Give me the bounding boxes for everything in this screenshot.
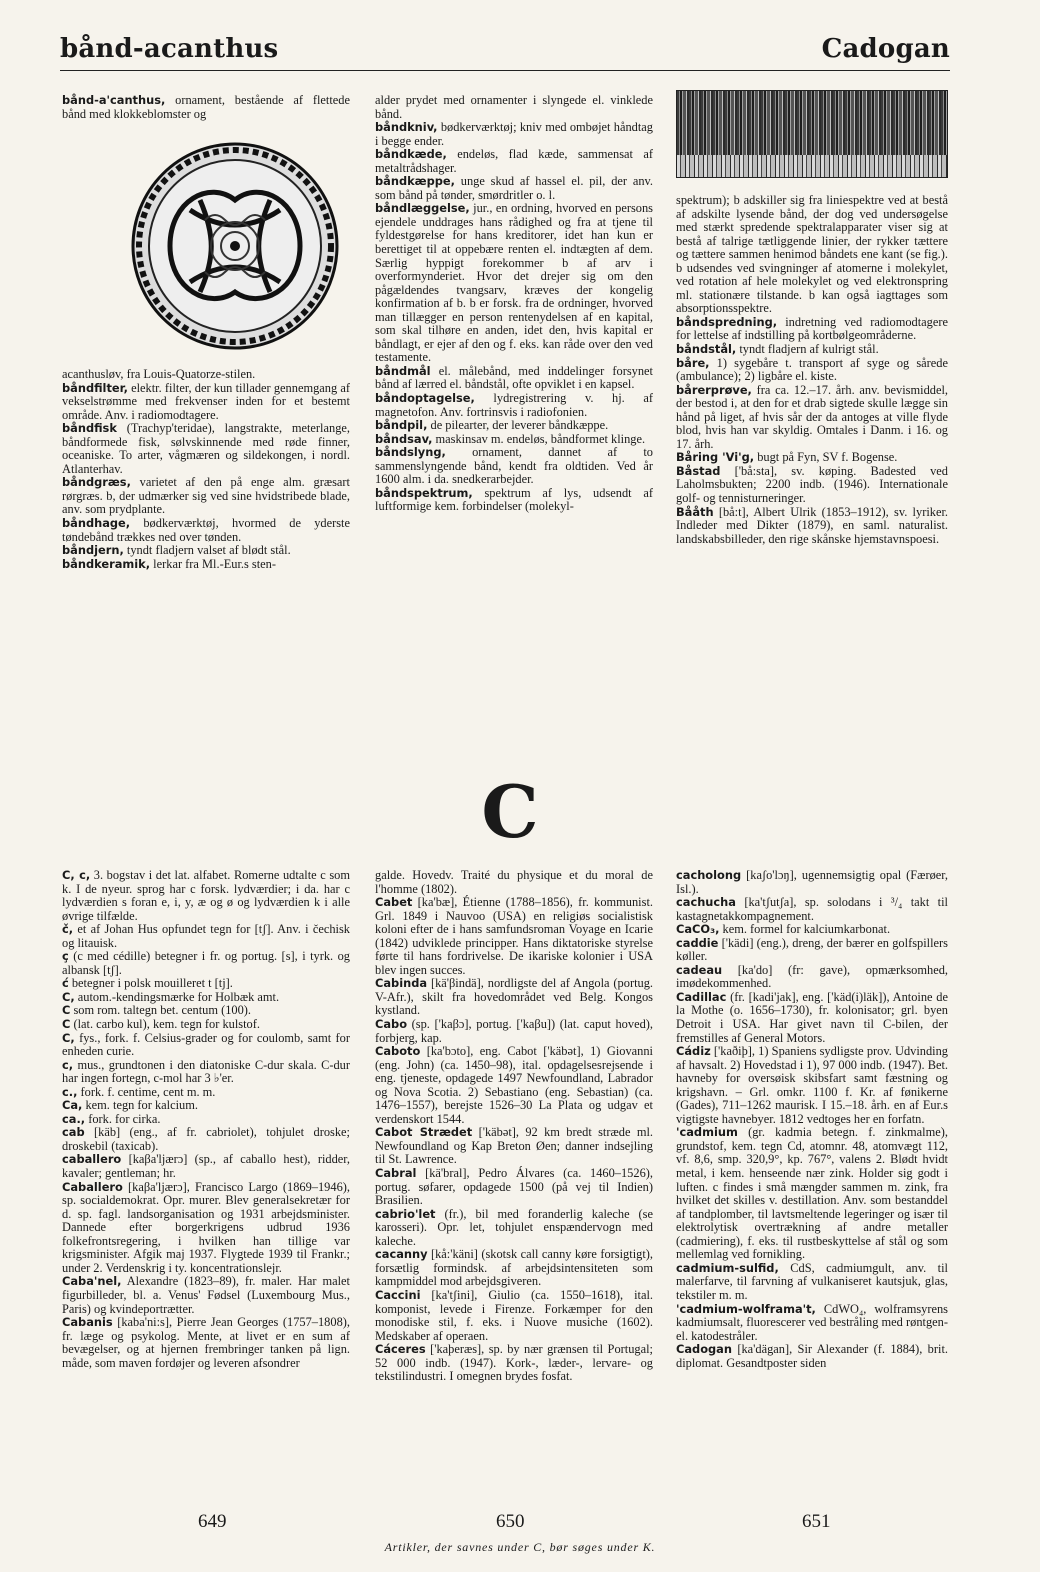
- dictionary-entry: [375, 1208, 653, 1249]
- dictionary-entry: [676, 384, 948, 452]
- entry-text: ornament, dannet af to sammenslyngende bånd, kendt fra oldtiden. Ved år 1600 alm. i da. snedkerarbejder.: [375, 445, 653, 487]
- entry-text: (Trachyp'teridae), langstrakte, meterlange, båndformede fisk, sølvskinnende med røde finner, oceaniske. To arter, vågmæren og sildekongen, i nordl. Atlanterhav.: [62, 421, 350, 476]
- dictionary-entry: [676, 465, 948, 506]
- upper-col3: [676, 194, 948, 546]
- entry-text: kem. formel for kalciumkarbonat.: [719, 922, 891, 937]
- entry-headword: caballero: [62, 1152, 122, 1167]
- dictionary-entry: [676, 451, 948, 465]
- entry-text: (fr.), bil med foranderlig kaleche (se karosseri). Opr. let, tohjulet enspændervogn med kaleche.: [375, 1206, 653, 1248]
- entry-headword: Bååth: [676, 504, 714, 519]
- dictionary-entry: [676, 937, 948, 964]
- entry-text: ['bå:sta], sv. køping. Badested ved Laholmsbukten; 2200 indb. (1946). Internationale golf- og tennisturneringer.: [676, 463, 948, 506]
- entry-text: endeløs, flad kæde, sammensat af metaltrådshager.: [375, 147, 653, 175]
- entry-headword: båndjern,: [62, 543, 124, 558]
- entry-headword: Cabot Strædet: [375, 1125, 473, 1140]
- entry-text: [kaβa'ljærɔ] (sp., af caballo hest), ridder, kavaler; gentleman; hr.: [62, 1152, 350, 1181]
- entry-headword: Cadogan: [676, 1342, 732, 1357]
- entry-headword: båndkeramik,: [62, 556, 151, 571]
- dictionary-entry: [62, 1153, 350, 1180]
- entry-headword: båndpil,: [375, 418, 428, 433]
- entry-headword: båre,: [676, 355, 710, 370]
- running-head-left: bånd-acanthus: [60, 34, 279, 64]
- entry-text: alder prydet med ornamenter i slyngede el. vinklede bånd.: [375, 93, 653, 121]
- entry-headword: Caboto: [375, 1044, 421, 1059]
- dictionary-entry: [62, 869, 350, 923]
- dictionary-entry: [62, 977, 350, 991]
- entry-text: ornament, bestående af flettede bånd med klokkeblomster og: [62, 93, 350, 121]
- entry-text: [kaβa'ljærɔ], Francisco Largo (1869–1946), sp. socialdemokrat. Opr. murer. Blev generalsekretær for d. sp. fagl. landsorganisation og 1931 arbejdsminister. Dannede efter borgerkrigens udbrud 1936 folkefrontsregering, i hvilken han tillige var krigsminister. Afgik maj 1937. Flygtede 1939 til Frankr.; under 2. Verdenskrig i ty. koncentrationslejr.: [62, 1179, 350, 1275]
- entry-text: CdS, cadmiumgult, anv. til malerfarve, til farvning af vulkaniseret kautsjuk, glas, tekstiler m. m.: [676, 1260, 948, 1302]
- entry-text: (lat. carbo kul), kem. tegn for kulstof.: [70, 1017, 260, 1032]
- entry-headword: båndmål: [375, 363, 431, 378]
- entry-headword: cachucha: [676, 895, 736, 910]
- upper-col1-top: [62, 94, 350, 121]
- entry-headword: båndkæppe,: [375, 174, 455, 189]
- entry-text: acanthusløv, fra Louis-Quatorze-stilen.: [62, 367, 256, 381]
- entry-text: de pilearter, der leverer båndkæppe.: [427, 418, 609, 433]
- entry-headword: bånd-a'canthus,: [62, 93, 166, 107]
- entry-headword: båndhage,: [62, 516, 131, 531]
- entry-headword: båndfilter,: [62, 380, 128, 395]
- entry-headword: båndoptagelse,: [375, 391, 475, 406]
- dictionary-entry: [676, 506, 948, 547]
- entry-headword: båndgræs,: [62, 475, 131, 490]
- entry-headword: cacanny: [375, 1247, 428, 1262]
- entry-headword: Cabo: [375, 1017, 408, 1032]
- entry-text: betegner i polsk mouilleret t [tj].: [68, 976, 233, 991]
- dictionary-entry: [676, 1343, 948, 1370]
- entry-headword: cabrio'let: [375, 1206, 436, 1221]
- entry-headword: Cáceres: [375, 1342, 426, 1357]
- footer-note: Artikler, der savnes under C, bør søges under K.: [384, 1540, 656, 1554]
- dictionary-entry: [375, 175, 653, 202]
- dictionary-entry: [676, 1303, 948, 1344]
- dictionary-entry: [62, 1004, 350, 1018]
- page-number-649: 649: [198, 1511, 227, 1532]
- entry-text: ['kaþeræs], sp. by nær grænsen til Portugal; 52 000 indb. (1947). Kork-, læder-, lervare- og tekstilindustri. I omegnen brydes fosfat.: [375, 1342, 653, 1384]
- dictionary-entry: [62, 558, 350, 572]
- dictionary-entry: [62, 368, 350, 382]
- dictionary-entry: [676, 316, 948, 343]
- entry-text: kem. tegn for kalcium.: [82, 1098, 198, 1113]
- entry-headword: cab: [62, 1125, 85, 1140]
- dictionary-entry: [676, 869, 948, 896]
- entry-text: lydregistrering v. hj. af magnetofon. Anv. fortrinsvis i radiofonien.: [375, 391, 653, 419]
- dictionary-entry: [62, 1059, 350, 1086]
- dictionary-entry: [375, 1167, 653, 1208]
- dictionary-entry: [62, 1181, 350, 1276]
- entry-headword: båndsav,: [375, 431, 433, 446]
- entry-headword: C: [62, 1003, 71, 1018]
- dictionary-entry: [62, 1099, 350, 1113]
- page-number-651: 651: [802, 1511, 831, 1532]
- entry-headword: Cabet: [375, 895, 413, 910]
- dictionary-entry: [62, 382, 350, 423]
- entry-text: tyndt fladjern valset af blødt stål.: [123, 543, 291, 558]
- entry-text: [ka'tʃutʃa], sp. solodans i ³/₄ takt til kastagnetakkompagnement.: [676, 895, 948, 923]
- entry-text: autom.-kendingsmærke for Holbæk amt.: [74, 989, 280, 1004]
- section-letter-c: C: [481, 769, 539, 854]
- entry-text: [ka'do] (fr: gave), opmærksomhed, imødekommenhed.: [676, 962, 948, 991]
- lower-col2: [375, 869, 653, 1384]
- entry-text: el. målebånd, med inddelinger forsynet bånd af lærred el. båndstål, ofte opviklet i en kapsel.: [375, 363, 653, 392]
- dictionary-entry: [375, 1343, 653, 1384]
- entry-text: (sp. ['kaβɔ], portug. ['kaβu]) (lat. caput hoved), forbjerg, kap.: [375, 1017, 653, 1045]
- dictionary-entry: [676, 1045, 948, 1126]
- dictionary-entry: [676, 194, 948, 316]
- entry-text: [kå:'käni] (skotsk call canny køre forsigtigt), forsætlig formindsk. af arbejdsintensiteten som kampmiddel mod arbejdsgiveren.: [375, 1247, 653, 1289]
- entry-text: som rom. taltegn bet. centum (100).: [70, 1003, 252, 1018]
- dictionary-entry: [375, 487, 653, 514]
- dictionary-entry: [375, 392, 653, 419]
- dictionary-entry: [676, 357, 948, 384]
- entry-headword: Cabral: [375, 1166, 417, 1181]
- dictionary-entry: [375, 977, 653, 1018]
- entry-text: (gr. kadmia betegn. f. zinkmalme), grundstof, kem. tegn Cd, atomnr. 48, atomvægt 112, vf. 8,6, smp. 320,9°, kp. 767°, valens 2. Blødt hvidt metal, i kem. henseende nær zink. Holder sig godt i luften. c findes i små mængder sammen m. zink, fra hvilket det skilles v. destillation. Anv. som bestanddel af tandplomber, til lavtsmeltende legeringer og især til elektrolytisk overtrækning af andre metaller (cadmiering), f. eks. til rustbeskyttelse af stål og som mellemlag ved fornikling.: [676, 1125, 948, 1262]
- dictionary-entry: [62, 94, 350, 121]
- dictionary-entry: [62, 1018, 350, 1032]
- entry-headword: ca.,: [62, 1111, 86, 1126]
- dictionary-entry: [375, 1126, 653, 1167]
- entry-headword: C, c,: [62, 868, 91, 882]
- entry-text: et af Johan Hus opfundet tegn for [tʃ]. Anv. i čechisk og litauisk.: [62, 922, 350, 950]
- entry-headword: cadeau: [676, 962, 723, 977]
- entry-headword: ć: [62, 976, 69, 991]
- entry-text: [kaba'ni:s], Pierre Jean Georges (1757–1808), fr. læge og psykolog. Mente, at livet er en sum af bevægelser, og at hjernen frembringer tanken på lign. måde, som maven fordøjer og leveren afsondrer: [62, 1315, 350, 1370]
- entry-text: elektr. filter, der kun tillader gennemgang af vekselstrømme med frekvenser inden for et bestemt område. Anv. i radiomodtagere.: [62, 380, 350, 422]
- entry-headword: 'cadmium-wolframa't,: [676, 1301, 816, 1316]
- dictionary-entry: [375, 94, 653, 121]
- entry-text: [kaʃo'lɔŋ], ugennemsigtig opal (Færøer, Isl.).: [676, 868, 948, 896]
- entry-text: indretning ved radiomodtagere for lettelse af indstilling på kortbølgeområderne.: [676, 314, 948, 343]
- dictionary-entry: [676, 1126, 948, 1261]
- entry-headword: C: [62, 1017, 71, 1032]
- dictionary-entry: [62, 991, 350, 1005]
- dictionary-entry: [676, 991, 948, 1045]
- entry-text: fork. for cirka.: [85, 1111, 161, 1126]
- dictionary-entry: [676, 343, 948, 357]
- entry-headword: båndkniv,: [375, 120, 438, 135]
- dictionary-entry: [375, 419, 653, 433]
- dictionary-entry: [375, 1045, 653, 1126]
- entry-text: ['kaðiþ], 1) Spaniens sydligste prov. Udvinding af havsalt. 2) Hovedstad i 1), 97 000 indb. (1947). Bet. havneby for oversøisk skibsfart samt fæstning og krigshavn. – Grl. omkr. 1100 f. Kr. af fønikerne (Gades), 711–1262 maurisk. I 15.–18. årh. en af Eur.s vigtigste havnebyer. 1812 vedtoges her en forfatn.: [676, 1044, 948, 1126]
- entry-headword: caddie: [676, 935, 719, 950]
- entry-text: (fr. [kadi'jak], eng. ['käd(i)läk]), Antoine de la Mothe (o. 1656–1730), fr. kolonisator; grl. byen Detroit i USA. Har givet navn til C-bilen, der fremstilles af General Motors.: [676, 989, 948, 1045]
- dictionary-entry: [375, 446, 653, 487]
- entry-headword: Båstad: [676, 463, 721, 478]
- entry-text: fork. f. centime, cent m. m.: [77, 1084, 216, 1099]
- entry-text: (c med cédille) betegner i fr. og portug. [s], i tyrk. og albansk [tʃ].: [62, 949, 350, 977]
- dictionary-entry: [62, 476, 350, 517]
- entry-text: [bå:t], Albert Ulrik (1853–1912), sv. lyriker. Indleder med Dikter (1879), en saml. naturalist. landskabsbilleder, den rige skånske hjemstavnspoesi.: [676, 504, 948, 546]
- entry-headword: båndspredning,: [676, 314, 778, 329]
- entry-text: mus., grundtonen i den diatoniske C-dur skala. C-dur har ingen fortegn, c-mol har 3 ♭'er.: [62, 1057, 350, 1086]
- entry-headword: båndslyng,: [375, 445, 446, 460]
- page-number-650: 650: [496, 1511, 525, 1532]
- entry-headword: bårerprøve,: [676, 382, 752, 397]
- dictionary-entry: [375, 121, 653, 148]
- entry-headword: Cadillac: [676, 989, 727, 1004]
- dictionary-entry: [62, 923, 350, 950]
- entry-headword: č,: [62, 922, 74, 937]
- entry-headword: båndspektrum,: [375, 485, 473, 500]
- entry-text: [ka'bæ], Étienne (1788–1856), fr. kommunist. Grl. 1849 i Nauvoo (USA) en religiøs socialistisk koloni efter de i hans samfundsroman Voyage en Icarie (1842) udviklede principper. Hans diktatoriske styrelse førte til hans fordrivelse. De ikariske kolonier i USA blev ingen succes.: [375, 895, 653, 977]
- entry-text: [ka'tʃini], Giulio (ca. 1550–1618), ital. komponist, levede i Firenze. Forkæmper for den monodiske stil, f. eks. i Nuove musiche (1602). Medskaber af operaen.: [375, 1287, 653, 1343]
- dictionary-entry: [62, 544, 350, 558]
- entry-headword: Cabanis: [62, 1315, 113, 1330]
- lower-col3: [676, 869, 948, 1370]
- entry-text: bødkerværktøj, hvormed de yderste tøndebånd trækkes ned over tønden.: [62, 516, 350, 544]
- entry-headword: C,: [62, 1030, 75, 1045]
- entry-text: jur., en ordning, hvorved en persons ejendele unddrages hans rådighed og fra at tjene til fyldestgørelse for hans kreditorer, idet han kun er berettiget til at oppebære renten el. indtægten af dem. Særlig hyppigt forekommer b af arv i overformynderiet. Hvor det drejer sig om den pågældendes tvangsarv, kræves der kongelig konfirmation af b. b er forsk. fra de ordninger, hvorved man tillægger en person rentenydelsen af en kapital, som skal tilhøre en anden, idet den, hvis kapital er båndlagt, er ejer af den og f. eks. kan råde over den ved testamente.: [375, 201, 653, 365]
- entry-text: [käb] (eng., af fr. cabriolet), tohjulet droske; droskebil (taxicab).: [62, 1125, 350, 1153]
- dictionary-entry: [62, 1126, 350, 1153]
- entry-text: spektrum af lys, udsendt af luftformige kem. forbindelser (molekyl-: [375, 485, 653, 514]
- dictionary-entry: [62, 517, 350, 544]
- header-rule: [60, 70, 950, 71]
- entry-headword: 'cadmium: [676, 1125, 738, 1140]
- dictionary-entry: [676, 923, 948, 937]
- entry-text: bugt på Fyn, SV f. Bogense.: [754, 450, 898, 465]
- running-head-right: Cadogan: [821, 34, 950, 64]
- dictionary-entry: [375, 896, 653, 977]
- dictionary-entry: [375, 1248, 653, 1289]
- entry-text: 1) sygebåre t. transport af syge og sårede (ambulance); 2) ligbåre el. kiste.: [676, 355, 948, 384]
- entry-headword: cadmium-sulfid,: [676, 1260, 779, 1275]
- dictionary-entry: [62, 950, 350, 977]
- dictionary-entry: [676, 896, 948, 923]
- entry-headword: C,: [62, 989, 75, 1004]
- acanthus-ornament-illustration: [130, 140, 340, 352]
- upper-col2: [375, 94, 653, 514]
- entry-headword: Cádiz: [676, 1044, 711, 1059]
- entry-headword: Cabinda: [375, 976, 428, 991]
- entry-text: tyndt fladjern af kulrigt stål.: [736, 342, 879, 357]
- entry-text: ['kädi] (eng.), dreng, der bærer en golfspillers køller.: [676, 935, 948, 964]
- dictionary-entry: [375, 202, 653, 365]
- entry-headword: Caba'nel,: [62, 1274, 122, 1289]
- dictionary-entry: [375, 148, 653, 175]
- entry-text: unge skud af hassel el. pil, der anv. som bånd på tønder, smørdritler o. l.: [375, 174, 653, 202]
- entry-text: lerkar fra Ml.-Eur.s sten-: [150, 556, 277, 571]
- entry-headword: cacholong: [676, 868, 742, 882]
- dictionary-entry: [62, 422, 350, 476]
- upper-col1-bottom: [62, 368, 350, 571]
- entry-text: fra ca. 12.–17. årh. anv. bevismiddel, der bestod i, at den for et drab sigtede skulle lægge sin hånd på liget, af hvis sår der da antoges at ville flyde blod, hvis han var skyldig. Omtales i Danm. i 16. og 17. årh.: [676, 382, 948, 451]
- entry-text: maskinsav m. endeløs, båndformet klinge.: [432, 431, 646, 446]
- entry-text: spektrum); b adskiller sig fra liniespektre ved at bestå af adskilte lysende bånd, der dog ved undersøgelse med stærkt spredende spektralapparater viser sig at bestå af talrige tætliggende linier, der rykker tættere og tættere sammen henimod båndets ene kant (se fig.). b udsendes ved svingninger af atomerne i molekylet, ved rotation af hele molekylet og ved elektronspring ml. stationære tilstande. b kan også iagttages som absorptionsspektre.: [676, 193, 948, 316]
- entry-text: [kä'bral], Pedro Álvares (ca. 1460–1526), portug. søfarer, opdagede 1500 (på vej til Indien) Brasilien.: [375, 1166, 653, 1208]
- entry-text: Alexandre (1823–89), fr. maler. Har malet figurbilleder, bl. a. Venus' Fødsel (Luxembourg Mus., Paris) og kvindeportrætter.: [62, 1274, 350, 1316]
- entry-headword: CaCO₃,: [676, 922, 720, 937]
- dictionary-entry: [62, 1316, 350, 1370]
- entry-headword: båndfisk: [62, 421, 117, 436]
- dictionary-entry: [676, 964, 948, 991]
- dictionary-entry: [676, 1262, 948, 1303]
- lower-col1: [62, 869, 350, 1370]
- entry-headword: Ca,: [62, 1098, 83, 1113]
- entry-headword: båndkæde,: [375, 147, 447, 162]
- entry-headword: Caballero: [62, 1179, 123, 1194]
- dictionary-entry: [375, 1289, 653, 1343]
- entry-headword: båndstål,: [676, 342, 737, 357]
- dictionary-entry: [375, 433, 653, 447]
- entry-headword: ç: [62, 949, 69, 964]
- dictionary-entry: [375, 1018, 653, 1045]
- dictionary-entry: [375, 869, 653, 896]
- entry-headword: c.,: [62, 1084, 78, 1099]
- entry-text: CdWO₄, wolframsyrens kadmiumsalt, fluorescerer ved bestråling med røntgen- el. katodestråler.: [676, 1301, 948, 1343]
- entry-headword: båndlæggelse,: [375, 201, 470, 216]
- entry-headword: c,: [62, 1057, 74, 1072]
- entry-headword: Caccini: [375, 1287, 421, 1302]
- entry-text: [kä'βindä], nordligste del af Angola (portug. V-Afr.), skilt fra hovedområdet ved Belg. Kongos kystland.: [375, 976, 653, 1018]
- dictionary-entry: [62, 1113, 350, 1127]
- entry-text: 3. bogstav i det lat. alfabet. Romerne udtalte c som k. I de nyeur. sprog har c forsk. lydværdier; i da. har c lydværdien s foran e, i, y, æ og ø og lydværdien k i alle øvrige tilfælde.: [62, 868, 350, 923]
- dictionary-entry: [62, 1086, 350, 1100]
- entry-text: fys., fork. f. Celsius-grader og for coulomb, samt for enheden curie.: [62, 1030, 350, 1059]
- entry-headword: Båring 'Vi'g,: [676, 450, 755, 465]
- entry-text: ['käbət], 92 km bredt stræde ml. Newfoundland og Kap Breton Øen; danner indsejling til St. Lawrence.: [375, 1125, 653, 1167]
- dictionary-entry: [62, 1275, 350, 1316]
- entry-text: varietet af den på enge alm. græsart rørgræs. b, der udmærker sig ved sine hvidstribede blade, anv. som prydplante.: [62, 475, 350, 517]
- dictionary-entry: [62, 1032, 350, 1059]
- entry-text: [ka'dägan], Sir Alexander (f. 1884), brit. diplomat. Gesandtposter siden: [676, 1342, 948, 1370]
- band-spectrum-figure: [676, 90, 948, 178]
- entry-text: bødkerværktøj; kniv med ombøjet håndtag i begge ender.: [375, 120, 653, 148]
- dictionary-entry: [375, 365, 653, 392]
- entry-text: galde. Hovedv. Traité du physique et du moral de l'homme (1802).: [375, 868, 653, 896]
- entry-text: [ka'bɔto], eng. Cabot ['käbət], 1) Giovanni (eng. John) (ca. 1450–98), ital. opdagelsesrejsende i eng. tjeneste, opdagede 1497 Newfoundland, Labrador og Nova Scotia. 2) Sebastiano (eng. Sebastian) (ca. 1476–1557), berejste 1526–30 La Plata og udgav et verdenskort 1544.: [375, 1044, 653, 1126]
